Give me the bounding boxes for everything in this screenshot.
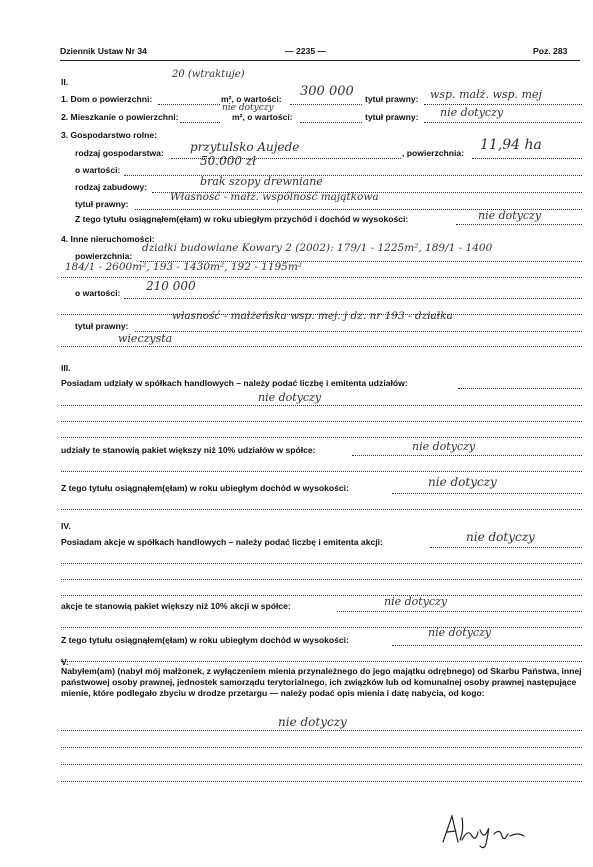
stocks-line-1 bbox=[61, 563, 582, 564]
flat-title-line bbox=[424, 122, 582, 123]
stocks-income-line-2 bbox=[61, 661, 582, 662]
farm-value-label: o wartości: bbox=[75, 165, 121, 175]
other-value-line bbox=[124, 298, 582, 299]
section-v-text: Nabyłem(am) (nabył mój małżonek, z wyłączeniem mienia przynależnego do jego majątku odrębnego) od Skarbu Państwa, innej państwowej osoby prawnej, jednostek samorządu terytorialnego, ich związków lub od komunalnej osoby prawnej następujące mienie, które podlegało zbyciu w drodze przetargu — należy podać opis mienia i datę nabycia, od kogo: bbox=[61, 666, 582, 698]
house-title: wsp. małż. wsp. mej bbox=[430, 88, 542, 101]
farm-title: Własność - małż. wspólność majątkowa bbox=[170, 191, 379, 203]
farm-area: 11,94 ha bbox=[480, 137, 542, 153]
section-v-line-4 bbox=[61, 781, 582, 782]
stocks-line-0 bbox=[430, 547, 582, 548]
signature bbox=[438, 810, 528, 850]
page-number: — 2235 — bbox=[285, 46, 327, 56]
section-iii-heading: III. bbox=[61, 363, 71, 373]
other-title-label: tytuł prawny: bbox=[75, 321, 129, 331]
farm-income-line bbox=[456, 224, 582, 225]
other-title-line-1 bbox=[135, 331, 582, 332]
shares-income-label: Z tego tytułu osiągnąłem(ęłam) w roku ubiegłym dochód w wysokości: bbox=[61, 483, 349, 493]
section-v-line-2 bbox=[61, 747, 582, 748]
farm-income: nie dotyczy bbox=[478, 209, 542, 222]
shares-label: Posiadam udziały w spółkach handlowych – należy podać liczbę i emitenta udziałów: bbox=[61, 378, 408, 388]
stocks-pkg-line-2 bbox=[61, 627, 582, 628]
section-iv-heading: IV. bbox=[61, 521, 71, 531]
shares-pkg-label: udziały te stanowią pakiet większy niż 10% udziałów w spółce: bbox=[61, 445, 316, 455]
shares-income-value: nie dotyczy bbox=[428, 475, 497, 489]
section-v-line-1 bbox=[61, 730, 582, 731]
stocks-income-label: Z tego tytułu osiągnąłem(ęłam) w roku ubiegłym dochód w wysokości: bbox=[61, 635, 349, 645]
house-title-line bbox=[424, 104, 582, 105]
shares-pkg-line-2 bbox=[61, 471, 582, 472]
section-v-heading: V. bbox=[61, 657, 69, 667]
shares-income-line bbox=[392, 493, 582, 494]
farm-area-line bbox=[472, 158, 582, 159]
house-area: 20 (wtraktuje) bbox=[172, 69, 245, 80]
shares-line-2 bbox=[61, 421, 582, 422]
shares-pkg-value: nie dotyczy bbox=[412, 440, 476, 453]
other-value-label: o wartości: bbox=[75, 288, 121, 298]
other-value: 210 000 bbox=[146, 279, 196, 293]
flat-title: nie dotyczy bbox=[440, 106, 504, 119]
farm-area-label: , powierzchnia: bbox=[402, 148, 465, 158]
stocks-pkg-value: nie dotyczy bbox=[384, 595, 448, 608]
flat-value-line bbox=[300, 122, 362, 123]
shares-value: nie dotyczy bbox=[258, 391, 322, 404]
header-rule bbox=[60, 60, 580, 61]
stocks-line-3 bbox=[61, 595, 582, 596]
farm-type-label: rodzaj gospodarstwa: bbox=[75, 148, 164, 158]
flat-label: 2. Mieszkanie o powierzchni: bbox=[61, 112, 179, 122]
farm-income-label: Z tego tytułu osiągnąłem(ęłam) w roku ubiegłym przychód i dochód w wysokości: bbox=[75, 214, 409, 224]
other-area-label: powierzchnia: bbox=[75, 251, 133, 261]
other-area-line-2 bbox=[61, 277, 582, 278]
shares-pkg-line bbox=[352, 455, 582, 456]
shares-line-1 bbox=[61, 405, 582, 406]
other-property-label: 4. Inne nieruchomości: bbox=[61, 234, 155, 244]
stocks-income-line bbox=[392, 645, 582, 646]
flat-area: nie dotyczy bbox=[222, 103, 274, 113]
shares-line-0 bbox=[458, 388, 582, 389]
farm-type: przytulsko Aujede bbox=[190, 140, 300, 154]
stocks-line-2 bbox=[61, 579, 582, 580]
farm-value: 50.000 zł bbox=[200, 154, 257, 168]
flat-area-line bbox=[180, 122, 220, 123]
farm-build: brak szopy drewniane bbox=[200, 175, 323, 188]
other-title-1: własność - małżeńska wsp. mej. j dz. nr 193 - działka bbox=[172, 310, 453, 322]
flat-unit: m², o wartości: bbox=[232, 112, 293, 122]
flat-title-label: tytuł prawny: bbox=[365, 112, 419, 122]
section-v-line-3 bbox=[61, 764, 582, 765]
shares-income-line-2 bbox=[61, 509, 582, 510]
house-area-line bbox=[158, 104, 220, 105]
stocks-pkg-label: akcje te stanowią pakiet większy niż 10% akcji w spółce: bbox=[61, 601, 291, 611]
stocks-pkg-line bbox=[337, 611, 582, 612]
house-label: 1. Dom o powierzchni: bbox=[61, 94, 153, 104]
other-title-2: wieczysta bbox=[118, 332, 173, 345]
other-title-line-2 bbox=[61, 346, 582, 347]
section-v-value: nie dotyczy bbox=[278, 715, 347, 729]
farm-title-label: tytuł prawny: bbox=[75, 199, 129, 209]
house-unit: m², o wartości: bbox=[221, 94, 282, 104]
house-value: 300 000 bbox=[300, 84, 354, 99]
stocks-label: Posiadam akcje w spółkach handlowych – należy podać liczbę i emitenta akcji: bbox=[61, 537, 383, 547]
stocks-value: nie dotyczy bbox=[466, 530, 535, 544]
journal-title: Dziennik Ustaw Nr 34 bbox=[60, 46, 147, 56]
farm-build-label: rodzaj zabudowy: bbox=[75, 182, 148, 192]
other-area-2: 184/1 - 2600m², 193 - 1430m², 192 - 1195m² bbox=[65, 261, 303, 273]
farm-label: 3. Gospodarstwo rolne: bbox=[61, 130, 157, 140]
shares-line-3 bbox=[61, 437, 582, 438]
house-value-line bbox=[290, 104, 362, 105]
section-ii-heading: II. bbox=[61, 77, 69, 87]
stocks-income-value: nie dotyczy bbox=[428, 626, 492, 639]
farm-value-line bbox=[124, 175, 582, 176]
other-area-1: działki budowlane Kowary 2 (2002): 179/1 - 1225m², 189/1 - 1400 bbox=[142, 242, 493, 254]
house-title-label: tytuł prawny: bbox=[365, 94, 419, 104]
position-number: Poz. 283 bbox=[533, 46, 568, 56]
